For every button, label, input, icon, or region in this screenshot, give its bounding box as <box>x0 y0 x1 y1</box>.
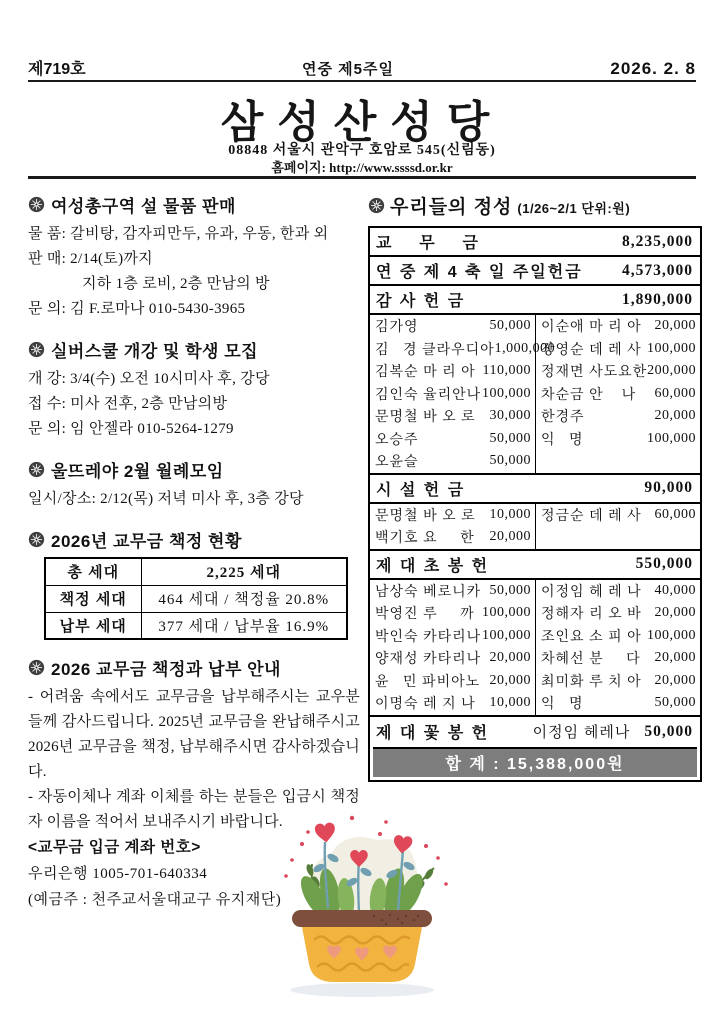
section-title: 2026 교무금 책정과 납부 안내 <box>51 660 281 679</box>
account-number: 우리은행 1005-701-640334 <box>28 866 208 882</box>
donation-amount: 100,000 <box>482 385 531 401</box>
donor-name: 양재성 카타리나 <box>375 652 482 668</box>
bulletin-header <box>28 56 696 79</box>
summary-row-altar-flower <box>370 717 700 747</box>
table-row <box>45 558 347 585</box>
offerings-title: 우리들의 정성 <box>390 197 513 218</box>
donation-row <box>370 602 700 625</box>
masthead-divider <box>28 176 696 179</box>
donation-amount: 20,000 <box>654 672 696 688</box>
row-label: 총 세대 <box>45 558 141 585</box>
rosette-icon <box>28 461 45 478</box>
donor-name: 장영순 데 레 사 <box>541 342 642 358</box>
donation-amount: 100,000 <box>647 430 696 446</box>
summary-row-thanksgiving <box>370 286 700 315</box>
donor-name: 차혜선 분 다 <box>541 652 641 668</box>
summary-label: 교 무 금 <box>376 235 480 252</box>
donation-amount: 20,000 <box>654 605 696 621</box>
section-line: 문 의: 임 안젤라 010-5264-1279 <box>28 421 234 437</box>
notice-paragraph: - 어려움 속에서도 교무금을 납부해주시는 교우분들께 감사드립니다. 2025년 교무금을 완납해주시고 2026년 교무금을 책정, 납부해주시면 감사하겠습니다. <box>28 689 360 780</box>
section-line: 개 강: 3/4(수) 오전 10시미사 후, 강당 <box>28 371 270 387</box>
offerings-column <box>368 192 702 782</box>
donor-name: 김가영 <box>375 320 419 336</box>
donor-name: 차순금 안 나 <box>541 387 637 403</box>
offerings-total: 합 계 : 15,388,000원 <box>373 747 697 777</box>
account-heading: <교무금 입금 계좌 번호> <box>28 839 201 856</box>
row-value: 377 세대 / 납부율 16.9% <box>141 612 347 639</box>
donation-amount: 200,000 <box>647 363 697 379</box>
donor-name: 정해자 리 오 바 <box>541 607 642 623</box>
section-line: 접 수: 미사 전후, 2층 만남의방 <box>28 396 228 412</box>
donation-amount: 50,000 <box>644 722 693 740</box>
summary-label: 제 대 꽃 봉 헌 <box>376 725 490 742</box>
rosette-icon <box>28 196 45 213</box>
donor-name: 오윤슬 <box>375 455 419 471</box>
donor-name: 김 경 클라우디아 <box>375 342 495 358</box>
donation-row <box>370 504 700 527</box>
row-value: 464 세대 / 책정율 20.8% <box>141 585 347 612</box>
summary-label: 연 중 제 4 축 일 주일헌금 <box>376 264 583 281</box>
section-new-year-goods-sale <box>28 192 360 322</box>
summary-row-facility <box>370 475 700 504</box>
donation-row <box>370 428 700 451</box>
rosette-icon <box>368 197 385 214</box>
donor-name: 남상숙 베로니카 <box>375 584 482 600</box>
summary-row-altar-candle <box>370 551 700 580</box>
summary-amount: 550,000 <box>635 555 693 572</box>
summary-amount: 4,573,000 <box>622 261 693 279</box>
donor-name: 이정임 헤 레 나 <box>541 584 642 600</box>
church-name-title: 삼성산성당 <box>220 98 504 147</box>
donation-amount: 50,000 <box>489 453 531 469</box>
donor-name: 문명철 바 오 로 <box>375 410 476 426</box>
donation-row <box>370 625 700 648</box>
donation-row <box>370 338 700 361</box>
donation-row <box>370 405 700 428</box>
donation-amount: 20,000 <box>654 650 696 666</box>
section-title: 울뜨레야 2월 월례모임 <box>51 462 224 481</box>
donation-amount: 100,000 <box>482 605 531 621</box>
donation-amount: 60,000 <box>654 506 696 522</box>
fee-status-table <box>44 557 348 640</box>
table-row <box>45 585 347 612</box>
donation-row <box>370 450 700 473</box>
donor-name: 문명철 바 오 로 <box>375 508 476 524</box>
donation-row <box>370 670 700 693</box>
thanksgiving-donor-list <box>370 315 700 475</box>
donation-row <box>370 315 700 338</box>
donor-name: 정금순 데 레 사 <box>541 508 642 524</box>
donation-amount: 50,000 <box>654 695 696 711</box>
account-holder: (예금주 : 천주교서울대교구 유지재단) <box>28 892 282 908</box>
donor-name: 조인요 소 피 아 <box>541 629 642 645</box>
summary-amount: 1,890,000 <box>622 290 693 308</box>
issue-number: 제719호 <box>28 61 86 78</box>
summary-amount: 90,000 <box>644 479 693 496</box>
donation-amount: 20,000 <box>489 650 531 666</box>
section-line: 문 의: 김 F.로마나 010-5430-3965 <box>28 301 246 317</box>
offerings-period: (1/26~2/1 단위:원) <box>517 201 631 216</box>
notice-paragraph: - 자동이체나 계좌 이체를 하는 분들은 입금시 책정자 이름을 적어서 보내주시기 바랍니다. <box>28 789 360 830</box>
summary-label: 제 대 초 봉 헌 <box>376 557 490 575</box>
church-homepage-url: 홈페이지: http://www.ssssd.or.kr <box>271 160 453 175</box>
summary-amount: 8,235,000 <box>622 232 693 250</box>
donation-amount: 50,000 <box>489 430 531 446</box>
table-row <box>45 612 347 639</box>
altar-candle-donor-list <box>370 580 700 717</box>
flower-pot-illustration <box>262 812 462 1002</box>
donation-amount: 40,000 <box>654 582 696 598</box>
donor-name: 최미화 루 치 아 <box>541 674 642 690</box>
donation-amount: 100,000 <box>647 340 696 356</box>
donation-amount: 10,000 <box>489 506 531 522</box>
donation-amount: 20,000 <box>489 529 531 545</box>
rosette-icon <box>28 659 45 676</box>
donation-row <box>370 383 700 406</box>
row-label: 납부 세대 <box>45 612 141 639</box>
section-fee-status <box>28 527 360 640</box>
donor-name: 한경주 <box>541 410 585 426</box>
donation-row <box>370 647 700 670</box>
section-title: 여성총구역 설 물품 판매 <box>51 197 236 216</box>
donor-name: 이정임 헤레나 <box>532 725 631 741</box>
section-silver-school <box>28 337 360 442</box>
donation-amount: 1,000,000 <box>494 340 556 356</box>
offerings-table <box>368 226 702 782</box>
donor-name: 박영진 루 까 <box>375 607 475 623</box>
donor-name: 김복순 마 리 아 <box>375 365 476 381</box>
section-line: 지하 1층 로비, 2층 만남의 방 <box>82 276 270 292</box>
donor-name: 이명숙 레 지 나 <box>375 697 476 713</box>
donation-row <box>370 580 700 603</box>
section-line: 물 품: 갈비탕, 감자피만두, 유과, 우동, 한과 외 <box>28 226 329 242</box>
donation-amount: 100,000 <box>647 627 696 643</box>
donor-name: 오승주 <box>375 432 419 448</box>
donation-amount: 60,000 <box>654 385 696 401</box>
donation-row <box>370 526 700 549</box>
bulletin-date: 2026. 2. 8 <box>610 59 696 78</box>
section-line: 판 매: 2/14(토)까지 <box>28 251 153 267</box>
donation-amount: 20,000 <box>489 672 531 688</box>
summary-label: 감 사 헌 금 <box>376 293 466 310</box>
church-address: 08848 서울시 관악구 호암로 545(신림동) <box>228 143 496 158</box>
row-value: 2,225 세대 <box>141 558 347 585</box>
rosette-icon <box>28 341 45 358</box>
donor-name: 이순애 마 리 아 <box>541 320 642 336</box>
header-divider <box>28 80 696 82</box>
section-title: 실버스쿨 개강 및 학생 모집 <box>51 342 259 361</box>
donation-amount: 20,000 <box>654 408 696 424</box>
donation-amount: 10,000 <box>489 695 531 711</box>
donor-name: 정재면 사도요한 <box>541 365 648 381</box>
facility-donor-list <box>370 504 700 551</box>
donor-name: 백기호 요 한 <box>375 531 475 547</box>
donation-amount: 50,000 <box>489 582 531 598</box>
offerings-header <box>368 192 702 219</box>
donor-name: 김인숙 율리안나 <box>375 387 482 403</box>
summary-row-sunday-offering <box>370 257 700 286</box>
section-title: 2026년 교무금 책정 현황 <box>51 532 242 551</box>
donation-amount: 100,000 <box>482 627 531 643</box>
row-label: 책정 세대 <box>45 585 141 612</box>
section-line: 일시/장소: 2/12(목) 저녁 미사 후, 3층 강당 <box>28 491 304 507</box>
donor-name: 박인숙 카타리나 <box>375 629 482 645</box>
donor-name: 익 명 <box>541 697 584 713</box>
donation-amount: 50,000 <box>489 318 531 334</box>
rosette-icon <box>28 531 45 548</box>
donor-name: 익 명 <box>541 432 584 448</box>
liturgical-season: 연중 제5주일 <box>302 61 394 78</box>
summary-label: 시 설 헌 금 <box>376 481 466 499</box>
summary-row-gyomugeum <box>370 228 700 257</box>
donation-amount: 110,000 <box>482 363 531 379</box>
donation-row <box>370 692 700 715</box>
section-ultreya-meeting <box>28 457 360 512</box>
donation-amount: 30,000 <box>489 408 531 424</box>
donation-amount: 20,000 <box>654 318 696 334</box>
donor-name: 윤 민 파비아노 <box>375 674 481 690</box>
donation-row <box>370 360 700 383</box>
